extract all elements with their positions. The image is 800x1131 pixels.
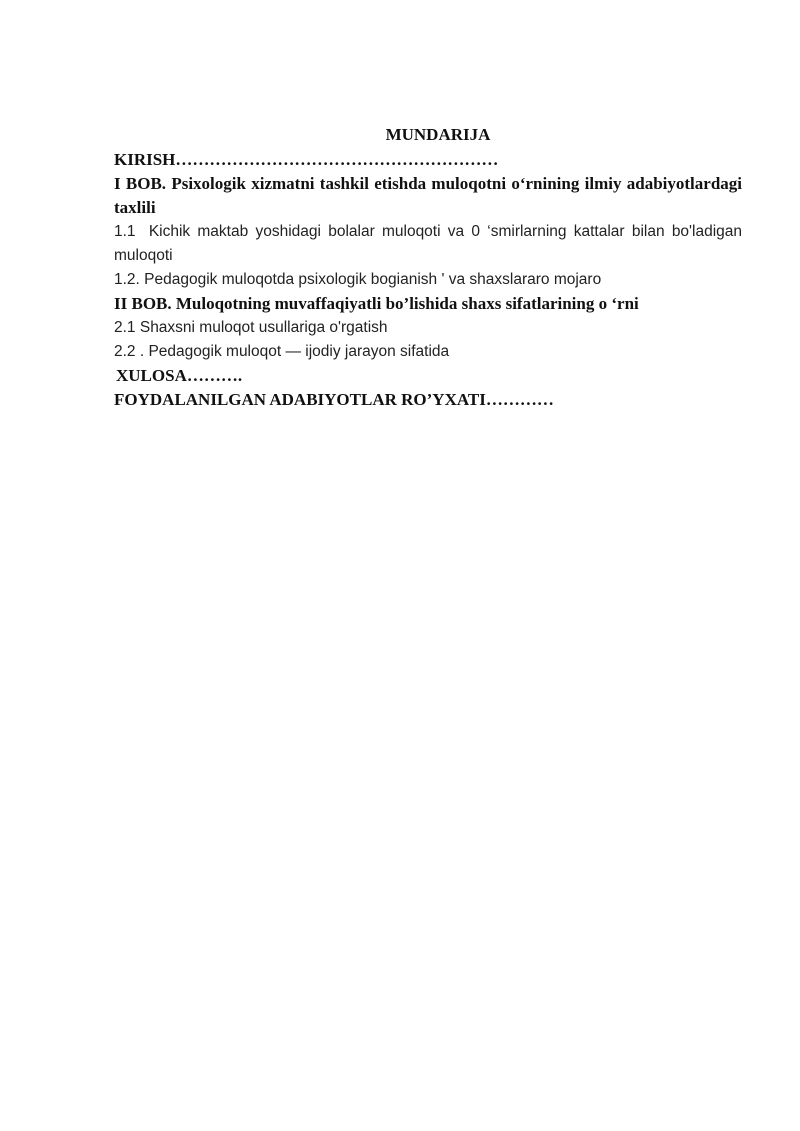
toc-chapter2-heading: II BOB. Muloqotning muvaffaqiyatli bo’lishida shaxs sifatlarining o ‘rni (114, 294, 639, 313)
toc-intro-entry: KIRISH………………………………………………… (114, 150, 499, 169)
toc-references-entry: FOYDALANILGAN ADABIYOTLAR RO’YXATI………… (114, 390, 554, 409)
toc-chapter2-item1: 2.1 Shaxsni muloqot usullariga o'rgatish (114, 319, 388, 336)
toc-chapter2-item2: 2.2 . Pedagogik muloqot — ijodiy jarayon sifatida (114, 343, 450, 360)
toc-chapter1-item1-text: Kichik maktab yoshidagi bolalar muloqoti va 0 ‘smirlarning kattalar bilan bo'ladigan muloqoti (114, 223, 743, 264)
toc-title: MUNDARIJA (385, 125, 491, 144)
toc-chapter1-item2: 1.2. Pedagogik muloqotda psixologik bogianish ' va shaxslararo mojaro (114, 271, 602, 288)
toc-chapter1-item1 (114, 220, 742, 268)
toc-conclusion-entry: XULOSA………. (116, 366, 243, 385)
toc-chapter1-item1-number: 1.1 (114, 223, 136, 240)
table-of-contents (114, 124, 742, 412)
toc-chapter1-heading: I BOB. Psixologik xizmatni tashkil etishda muloqotni o‘rnining ilmiy adabiyotlardagi taxlili (114, 174, 742, 217)
